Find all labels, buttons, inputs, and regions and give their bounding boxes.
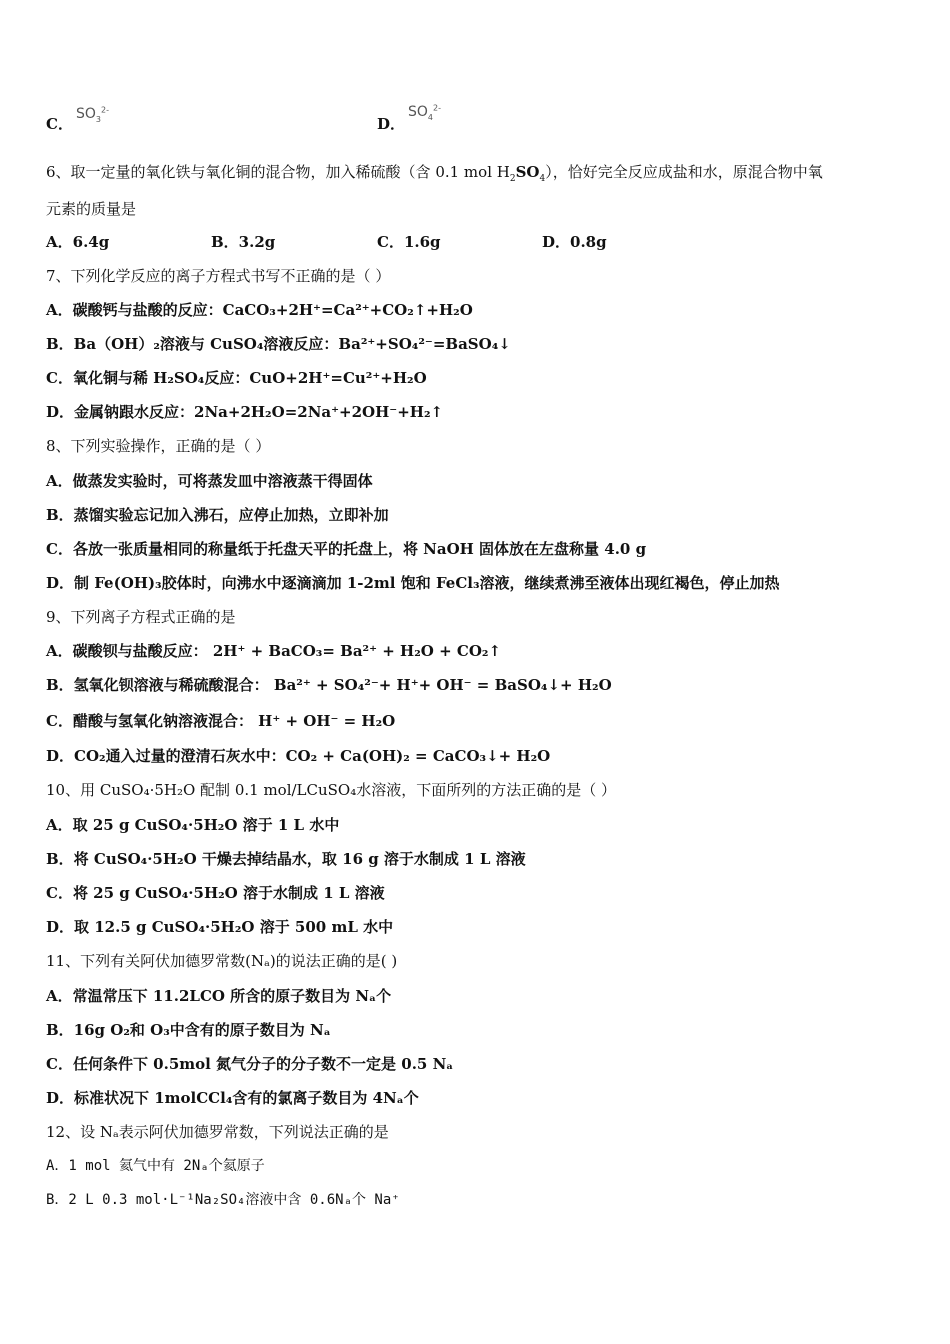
q12-option-a: A．1 mol 氦气中有 2Nₐ个氦原子 — [46, 1158, 265, 1174]
sulfate-ion-image — [408, 104, 441, 120]
q7-option-c: C．氧化铜与稀 H₂SO₄反应：CuO+2H⁺=Cu²⁺+H₂O — [46, 369, 427, 387]
q6-stem-part-b: SO — [515, 163, 540, 181]
q6-option-a: A．6.4g — [46, 233, 110, 251]
q8-option-a: A．做蒸发实验时，可将蒸发皿中溶液蒸干得固体 — [46, 472, 373, 490]
q9-option-c: C．醋酸与氢氧化钠溶液混合： H⁺ + OH⁻ = H₂O — [46, 712, 396, 730]
q6-stem-part-c: ），恰好完全反应成盐和水，原混合物中氧 — [545, 163, 823, 181]
q5-option-c-label: C． — [46, 115, 73, 133]
q10-option-b: B．将 CuSO₄·5H₂O 干燥去掉结晶水，取 16 g 溶于水制成 1 L 溶液 — [46, 850, 526, 868]
q10-option-c: C．将 25 g CuSO₄·5H₂O 溶于水制成 1 L 溶液 — [46, 884, 385, 902]
q6-option-d: D．0.8g — [542, 233, 607, 251]
q6-stem: 6、取一定量的氧化铁与氧化铜的混合物，加入稀硫酸（含 0.1 mol $H_2SO_4$），恰好完全反应成盐和水，原混合物中氧 — [46, 163, 823, 184]
sulfite-ion-image — [76, 106, 109, 122]
q10-stem: 10、用 CuSO₄·5H₂O 配制 0.1 mol/LCuSO₄水溶液，下面所列的方法正确的是（ ） — [46, 781, 617, 799]
q7-option-d: D．金属钠跟水反应：2Na+2H₂O=2Na⁺+2OH⁻+H₂↑ — [46, 403, 444, 421]
sulfate-sub: 4 — [427, 112, 433, 122]
q9-stem: 9、下列离子方程式正确的是 — [46, 608, 236, 626]
q7-stem: 7、下列化学反应的离子方程式书写不正确的是（ ） — [46, 267, 391, 285]
sulfite-sub: 3 — [95, 114, 101, 124]
q8-option-c: C．各放一张质量相同的称量纸于托盘天平的托盘上，将 NaOH 固体放在左盘称量 4.0 g — [46, 540, 647, 558]
q8-option-d: D．制 Fe(OH)₃胶体时，向沸水中逐滴滴加 1-2ml 饱和 FeCl₃溶液，继续煮沸至液体出现红褐色，停止加热 — [46, 574, 780, 592]
q11-option-b: B．16g O₂和 O₃中含有的原子数目为 Nₐ — [46, 1021, 331, 1039]
q10-option-a: A．取 25 g CuSO₄·5H₂O 溶于 1 L 水中 — [46, 816, 340, 834]
q9-option-a: A．碳酸钡与盐酸反应： 2H⁺ + BaCO₃= Ba²⁺ + H₂O + CO₂↑ — [46, 642, 502, 660]
q9-option-d: D．CO₂通入过量的澄清石灰水中：CO₂ + Ca(OH)₂ = CaCO₃↓+ H₂O — [46, 747, 551, 765]
q5-option-d-label: D． — [377, 115, 406, 133]
q7-option-a: A．碳酸钙与盐酸的反应：CaCO₃+2H⁺=Ca²⁺+CO₂↑+H₂O — [46, 301, 473, 319]
q6-stem-line2: 元素的质量是 — [46, 200, 137, 218]
q6-option-b: B．3.2g — [211, 233, 276, 251]
q12-stem: 12、设 Nₐ表示阿伏加德罗常数，下列说法正确的是 — [46, 1123, 389, 1141]
q10-option-d: D．取 12.5 g CuSO₄·5H₂O 溶于 500 mL 水中 — [46, 918, 394, 936]
sulfite-sup: 2- — [101, 105, 109, 115]
q6-option-c: C．1.6g — [377, 233, 441, 251]
q11-stem: 11、下列有关阿伏加德罗常数(Nₐ)的说法正确的是( ) — [46, 952, 398, 970]
q8-stem: 8、下列实验操作，正确的是（ ） — [46, 437, 271, 455]
sulfate-sup: 2- — [433, 103, 441, 113]
sulfate-formula: SO — [408, 104, 428, 120]
q11-option-d: D．标准状况下 1molCCl₄含有的氯离子数目为 4Nₐ个 — [46, 1089, 419, 1107]
q8-option-b: B．蒸馏实验忘记加入沸石，应停止加热，立即补加 — [46, 506, 389, 524]
q9-option-b: B．氢氧化钡溶液与稀硫酸混合： Ba²⁺ + SO₄²⁻+ H⁺+ OH⁻ = BaSO₄↓+ H₂O — [46, 676, 612, 694]
sulfite-formula: SO — [76, 106, 96, 122]
q7-option-b: B．Ba（OH）₂溶液与 CuSO₄溶液反应：Ba²⁺+SO₄²⁻=BaSO₄↓ — [46, 335, 511, 353]
q6-stem-part-a: 6、取一定量的氧化铁与氧化铜的混合物，加入稀硫酸（含 0.1 mol H — [46, 163, 510, 181]
q11-option-a: A．常温常压下 11.2LCO 所含的原子数目为 Nₐ个 — [46, 987, 392, 1005]
q12-option-b: B．2 L 0.3 mol·L⁻¹Na₂SO₄溶液中含 0.6Nₐ个 Na⁺ — [46, 1192, 400, 1208]
q11-option-c: C．任何条件下 0.5mol 氮气分子的分子数不一定是 0.5 Nₐ — [46, 1055, 454, 1073]
